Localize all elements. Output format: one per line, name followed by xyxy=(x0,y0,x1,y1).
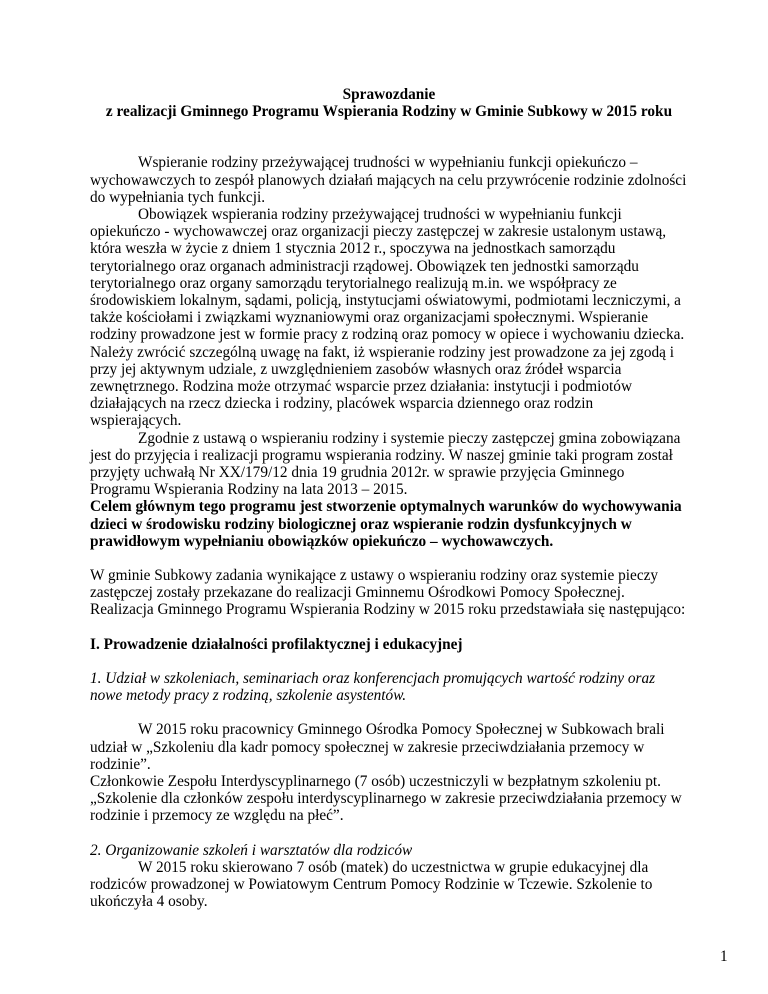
document-title-line2: z realizacji Gminnego Programu Wspierania Rodziny w Gminie Subkowy w 2015 roku xyxy=(105,103,673,121)
intro-paragraph-1: Wspieranie rodziny przeżywającej trudności w wypełnianiu funkcji opiekuńczo – wychowawczych to zespół planowych działań mających na celu przywrócenie rodzinie zdolności do wypełniania tych funkcji. xyxy=(90,154,687,206)
intro-paragraph-2: Obowiązek wspierania rodziny przeżywającej trudności w wypełnianiu funkcji opiekuńczo - wychowawczej oraz organizacji pieczy zastępczej w zakresie ustalonym ustawą, która weszła w życie z dniem 1 stycznia 2012 r., spoczywa na jednostkach samorządu terytorialnego oraz organach administracji rządowej. Obowiązek ten jednostki samorządu terytorialnego oraz organy samorządu terytorialnego realizują m.in. we współpracy ze środowiskiem lokalnym, sądami, policją, instytucjami oświatowymi, podmiotami leczniczymi, a także kościołami i związkami wyznaniowymi oraz organizacjami społecznymi. Wspieranie rodziny prowadzone jest w formie pracy z rodziną oraz pomocy w opiece i wychowaniu dziecka. Należy zwrócić szczególną uwagę na fakt, iż wspieranie rodziny jest prowadzone za jej zgodą i przy jej aktywnym udziale, z uwzględnieniem zasobów własnych oraz źródeł wsparcia zewnętrznego. Rodzina może otrzymać wsparcie przez działania: instytucji i podmiotów działających na rzecz dziecka i rodziny, placówek wsparcia dziennego oraz rodzin wspierających. xyxy=(90,206,685,430)
subsection-2-paragraph-1: W 2015 roku skierowano 7 osób (matek) do uczestnictwa w grupie edukacyjnej dla rodziców prowadzonej w Powiatowym Centrum Pomocy Rodzinie w Tczewie. Szkolenie to ukończyła 4 osoby. xyxy=(90,858,653,911)
page-number: 1 xyxy=(720,948,728,965)
subsection-1-paragraph-1: W 2015 roku pracownicy Gminnego Ośrodka Pomocy Społecznej w Subkowach brali udział w „Szkoleniu dla kadr pomocy społecznej w zakresie przeciwdziałania przemocy w rodzinie”. xyxy=(90,721,665,773)
intro-paragraph-4: W gminie Subkowy zadania wynikające z ustawy o wspieraniu rodziny oraz systemie pieczy zastępczej zostały przekazane do realizacji Gminnemu Ośrodkowi Pomocy Społecznej. Realizacja Gminnego Programu Wspierania Rodziny w 2015 roku przedstawiała się następująco: xyxy=(90,567,686,619)
section-1-heading: I. Prowadzenie działalności profilaktycznej i edukacyjnej xyxy=(90,635,463,653)
intro-paragraph-3: Zgodnie z ustawą o wspieraniu rodziny i systemie pieczy zastępczej gmina zobowiązana jest do przyjęcia i realizacji programu wspierania rodziny. W naszej gminie taki program został przyjęty uchwałą Nr XX/179/12 dnia 19 grudnia 2012r. w sprawie przyjęcia Gminnego Programu Wspierania Rodziny na lata 2013 – 2015. xyxy=(90,429,681,499)
document-title-line1: Sprawozdanie xyxy=(342,86,436,103)
subsection-1-paragraph-2: Członkowie Zespołu Interdyscyplinarnego (7 osób) uczestniczyli w bezpłatnym szkoleniu pt. „Szkolenie dla członków zespołu interdyscyplinarnego w zakresie przeciwdziałania przemocy w rodzinie i przemocy ze względu na płeć”. xyxy=(90,772,682,825)
subsection-2-heading: 2. Organizowanie szkoleń i warsztatów dla rodziców xyxy=(90,841,413,859)
program-goal: Celem głównym tego programu jest stworzenie optymalnych warunków do wychowywania dzieci w środowisku rodziny biologicznej oraz wspieranie rodzin dysfunkcyjnych w prawidłowym wypełnianiu obowiązków opiekuńczo – wychowawczych. xyxy=(90,498,682,550)
subsection-1-heading: 1. Udział w szkoleniach, seminariach oraz konferencjach promujących wartość rodziny oraz nowe metody pracy z rodziną, szkolenie asystentów. xyxy=(90,669,656,705)
document-page xyxy=(90,86,688,910)
